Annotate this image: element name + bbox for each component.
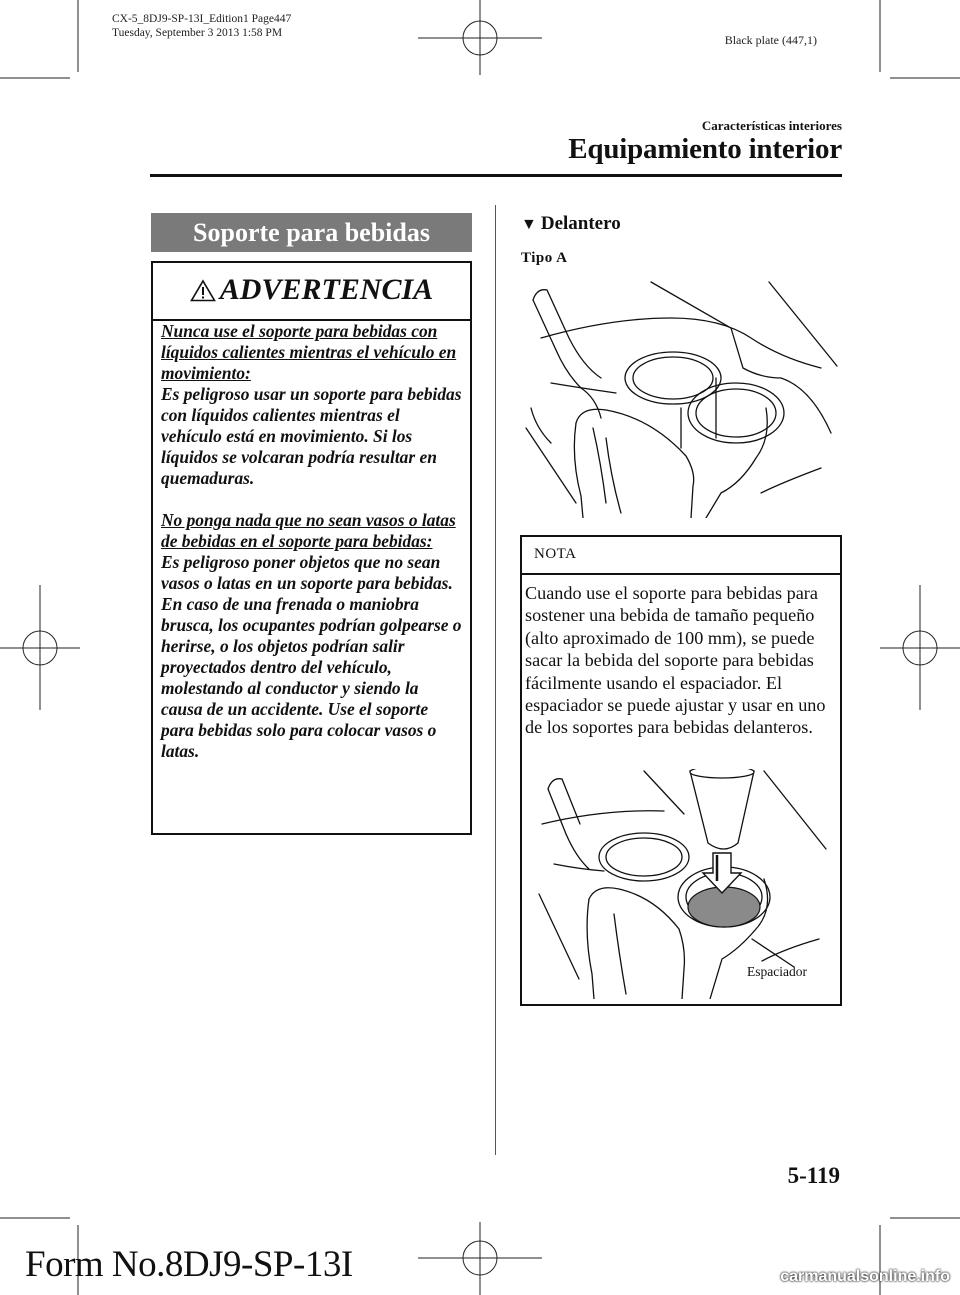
note-title: NOTA — [534, 546, 577, 562]
header-rule — [150, 174, 842, 177]
warning-box — [151, 261, 472, 835]
registration-mark-icon — [0, 585, 80, 710]
warning-2-text-a: Es peligroso poner objetos que no sean vasos o latas en un soporte para bebidas. — [161, 552, 453, 593]
subheading-text: Delantero — [540, 213, 621, 234]
form-number: Form No.8DJ9-SP-13I — [25, 1244, 353, 1285]
subheading — [521, 213, 621, 235]
warning-2-heading: No ponga nada que no sean vasos o latas de bebidas en el soporte para bebidas: — [161, 510, 456, 551]
site-watermark: carmanualsonline.info — [780, 1268, 950, 1285]
registration-mark-icon — [418, 0, 542, 75]
warning-header — [153, 273, 470, 309]
print-slug — [112, 12, 291, 40]
page-number: 5-119 — [787, 1163, 840, 1188]
type-label: Tipo A — [521, 250, 568, 266]
slug-line-1: CX-5_8DJ9-SP-13I_Edition1 Page447 — [112, 13, 292, 25]
column-separator — [495, 205, 496, 1155]
plate-label: Black plate (447,1) — [724, 33, 817, 47]
warning-triangle-icon — [190, 279, 216, 302]
warning-2-text-b: En caso de una frenada o maniobra brusca, los ocupantes podrían golpearse o herirse, o los objetos podrían salir proyectados dentro del vehículo, molestando al conductor y siendo la causa de un accidente. Use el soporte para bebidas solo para colocar vasos o latas. — [161, 594, 462, 761]
spacer-callout: Espaciador — [747, 964, 807, 979]
warning-1-text: Es peligroso usar un soporte para bebidas con líquidos calientes mientras el vehículo está en movimiento. Si los líquidos se volcaran podría resultar en quemaduras. — [161, 384, 462, 488]
warning-1-heading: Nunca use el soporte para bebidas con líquidos calientes mientras el vehículo en movimiento: — [161, 321, 457, 383]
triangle-marker-icon: ▼ — [521, 216, 537, 233]
slug-line-2: Tuesday, September 3 2013 1:58 PM — [112, 27, 283, 39]
note-box — [520, 535, 842, 1006]
registration-mark-icon — [418, 1222, 542, 1295]
topic-banner: Soporte para bebidas — [151, 213, 472, 252]
down-arrow-icon — [703, 853, 741, 893]
section-title: Equipamiento interior — [568, 133, 842, 165]
warning-title: ADVERTENCIA — [219, 273, 434, 306]
cupholder-illustration — [521, 278, 841, 518]
note-divider — [522, 573, 840, 575]
warning-body — [161, 321, 464, 762]
registration-mark-icon — [880, 585, 960, 710]
section-subtitle: Características interiores — [701, 118, 842, 133]
note-text: Cuando use el soporte para bebidas para sostener una bebida de tamaño pequeño (alto aproximado de 100 mm), se puede sacar la bebida del soporte para bebidas fácilmente usando el espaciador. El espaciador se puede ajustar y usar en uno de los soportes para bebidas delanteros. — [525, 583, 826, 738]
